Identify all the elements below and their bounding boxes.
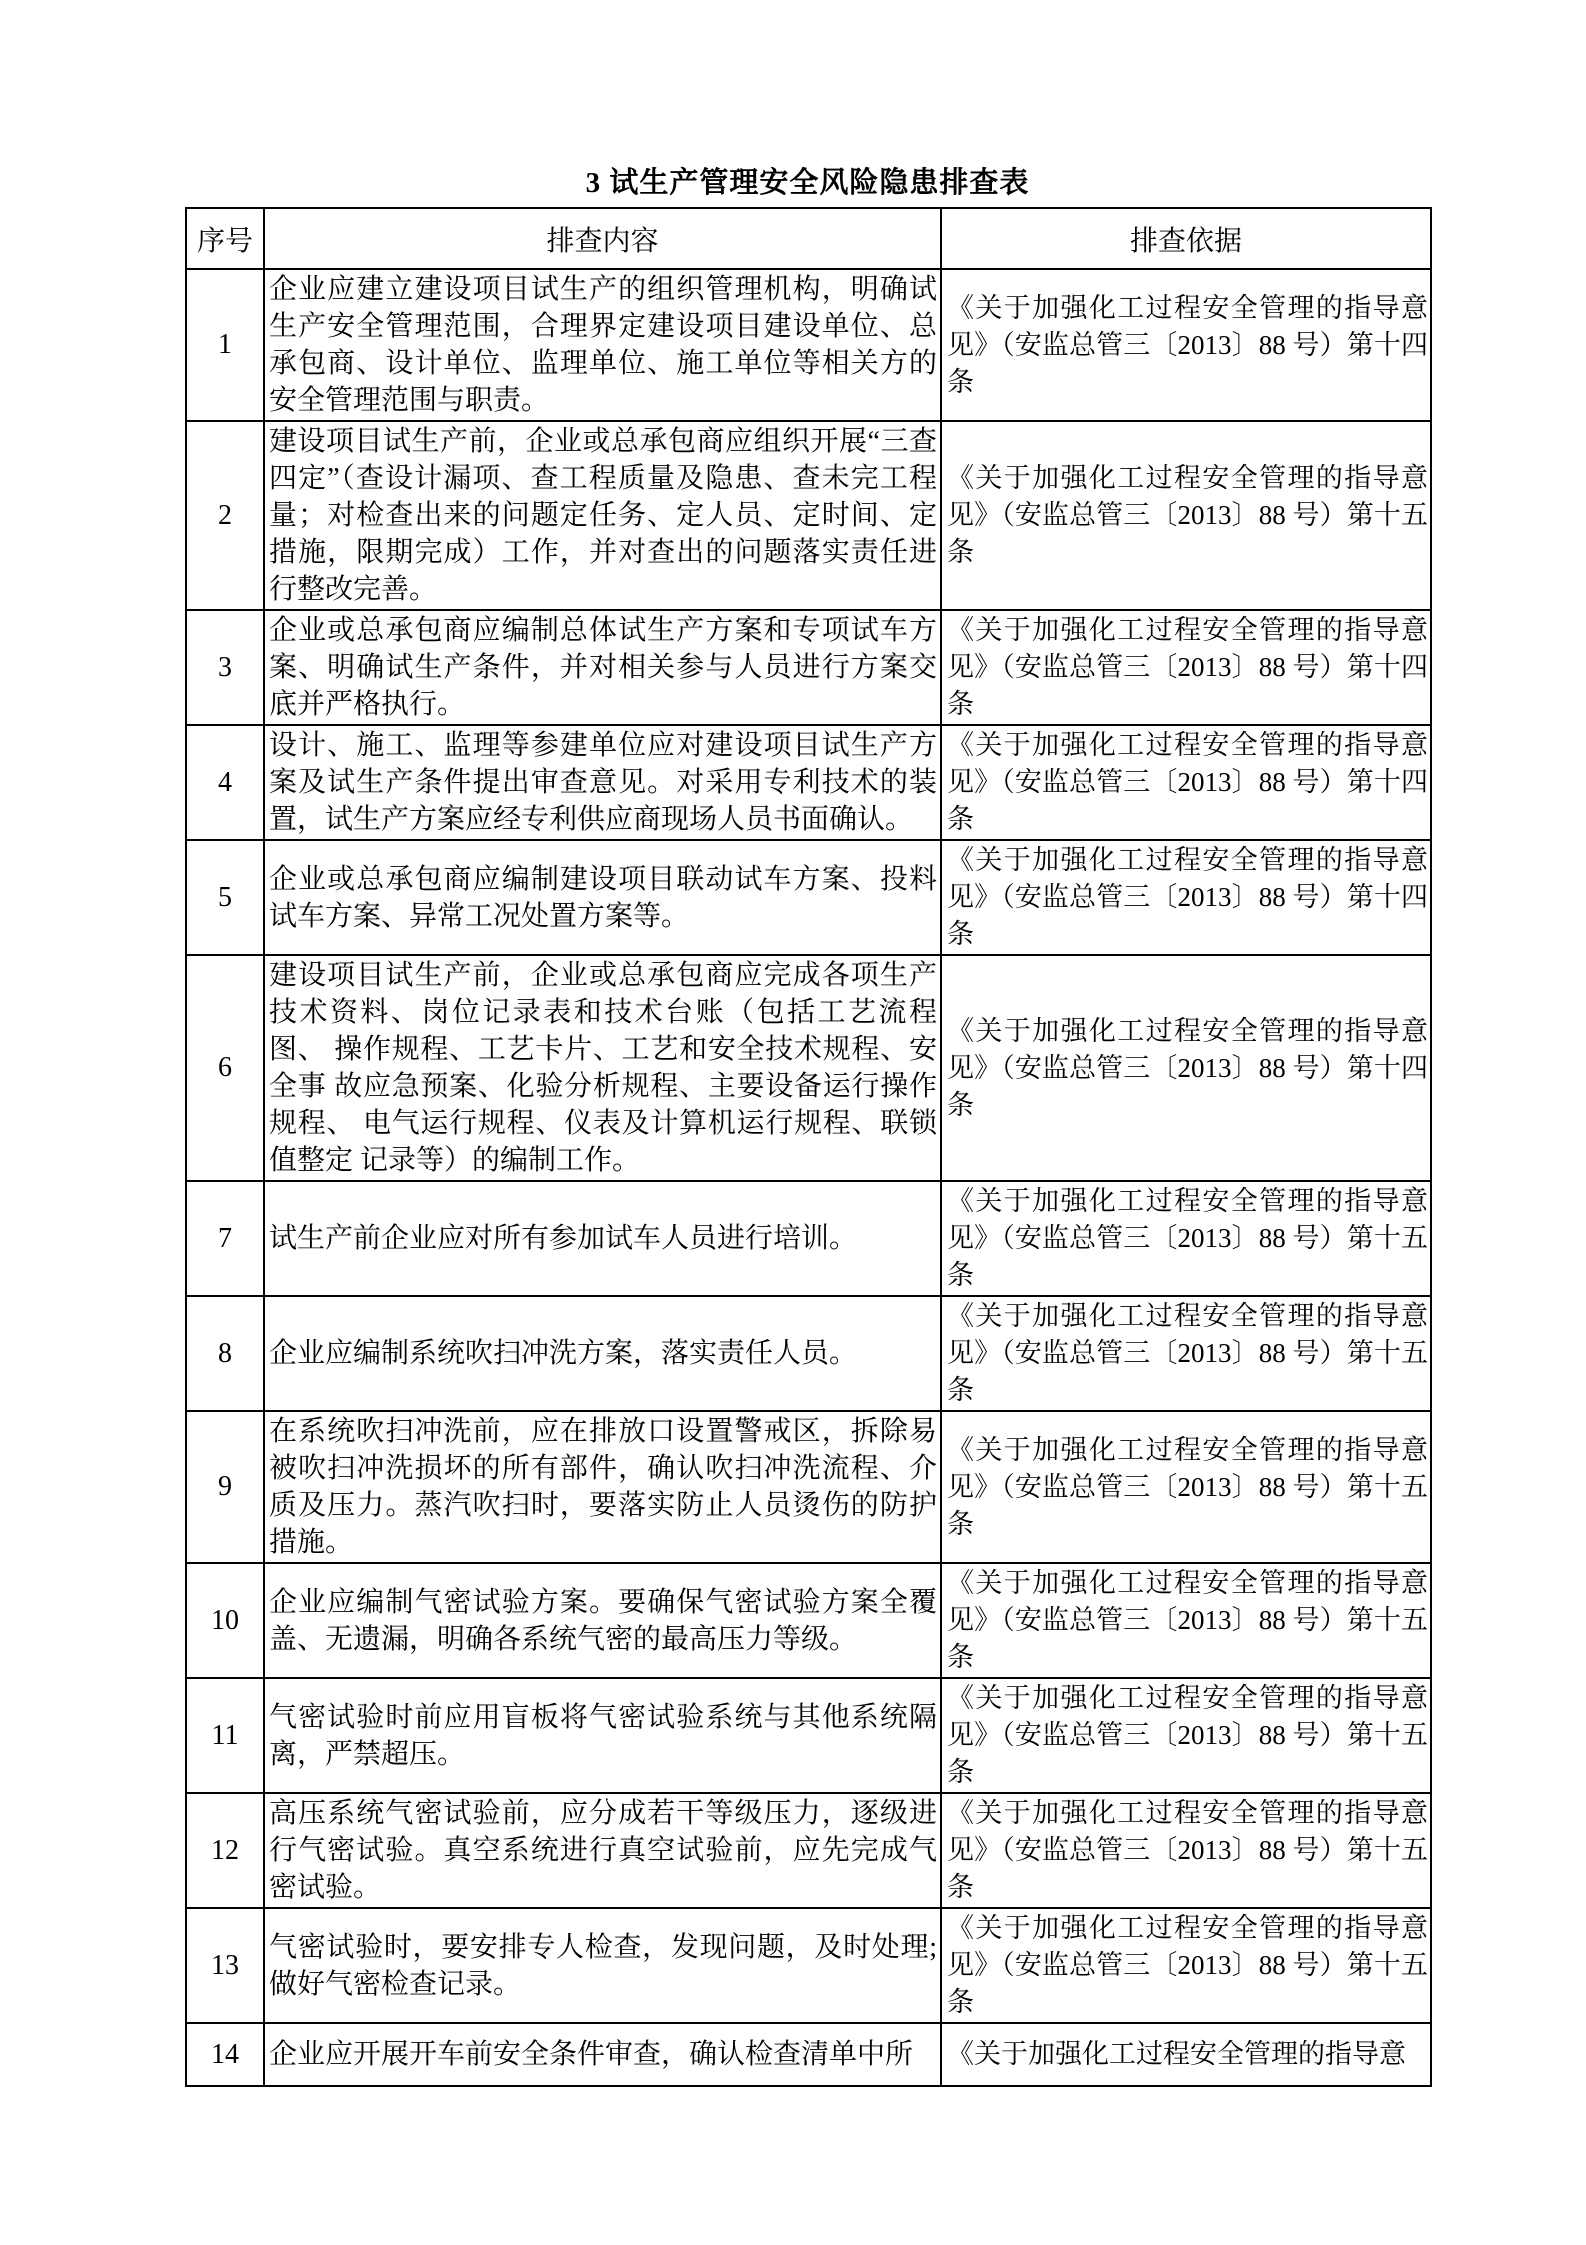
row-content: 气密试验时，要安排专人检查，发现问题，及时处理; 做好气密检查记录。: [264, 1908, 941, 2023]
table-row: [186, 1181, 1431, 1296]
row-content: 设计、施工、监理等参建单位应对建设项目试生产方 案及试生产条件提出审查意见。对采用专利技术的装 置，试生产方案应经专利供应商现场人员书面确认。: [264, 725, 941, 840]
table-header-row: [186, 208, 1431, 269]
row-number: 14: [186, 2023, 264, 2086]
row-number: 1: [186, 269, 264, 421]
header-basis: 排查依据: [941, 208, 1431, 269]
row-content: 在系统吹扫冲洗前，应在排放口设置警戒区，拆除易 被吹扫冲洗损坏的所有部件，确认吹扫冲洗流程、介 质及压力。蒸汽吹扫时，要落实防止人员烫伤的防护 措施。: [264, 1411, 941, 1563]
table-row: [186, 725, 1431, 840]
row-content: 企业应开展开车前安全条件审查，确认检查清单中所: [264, 2023, 941, 2086]
table-row: [186, 840, 1431, 955]
row-basis: 《关于加强化工过程安全管理的指导意 见》（安监总管三〔2013〕88 号）第十四 条: [941, 269, 1431, 421]
row-content: 建设项目试生产前，企业或总承包商应完成各项生产 技术资料、岗位记录表和技术台账（包括工艺流程图、 操作规程、工艺卡片、工艺和安全技术规程、安全事 故应急预案、化验分析规程、主要设备运行操作规程、 电气运行规程、仪表及计算机运行规程、联锁值整定 记录等）的编制工作。: [264, 955, 941, 1181]
row-content: 试生产前企业应对所有参加试车人员进行培训。: [264, 1181, 941, 1296]
row-number: 2: [186, 421, 264, 610]
table-row: [186, 1793, 1431, 1908]
table-row: [186, 610, 1431, 725]
table-row: [186, 1908, 1431, 2023]
table-row: [186, 421, 1431, 610]
row-number: 12: [186, 1793, 264, 1908]
row-content: 企业应编制气密试验方案。要确保气密试验方案全覆 盖、无遗漏，明确各系统气密的最高压力等级。: [264, 1563, 941, 1678]
row-number: 5: [186, 840, 264, 955]
row-basis: 《关于加强化工过程安全管理的指导意 见》（安监总管三〔2013〕88 号）第十四 条: [941, 955, 1431, 1181]
row-basis: 《关于加强化工过程安全管理的指导意: [941, 2023, 1431, 2086]
row-number: 10: [186, 1563, 264, 1678]
row-basis: 《关于加强化工过程安全管理的指导意 见》（安监总管三〔2013〕88 号）第十四 条: [941, 840, 1431, 955]
table-row: [186, 2023, 1431, 2086]
row-content: 企业或总承包商应编制总体试生产方案和专项试车方 案、明确试生产条件，并对相关参与人员进行方案交 底并严格执行。: [264, 610, 941, 725]
row-number: 9: [186, 1411, 264, 1563]
row-basis: 《关于加强化工过程安全管理的指导意 见》（安监总管三〔2013〕88 号）第十四 条: [941, 725, 1431, 840]
row-basis: 《关于加强化工过程安全管理的指导意 见》（安监总管三〔2013〕88 号）第十五 条: [941, 1908, 1431, 2023]
row-number: 8: [186, 1296, 264, 1411]
row-content: 高压系统气密试验前，应分成若干等级压力，逐级进 行气密试验。真空系统进行真空试验前，应先完成气 密试验。: [264, 1793, 941, 1908]
row-content: 企业应编制系统吹扫冲洗方案，落实责任人员。: [264, 1296, 941, 1411]
header-content: 排查内容: [264, 208, 941, 269]
header-no: 序号: [186, 208, 264, 269]
row-number: 6: [186, 955, 264, 1181]
table-row: [186, 1296, 1431, 1411]
row-content: 企业应建立建设项目试生产的组织管理机构，明确试 生产安全管理范围，合理界定建设项目建设单位、总 承包商、设计单位、监理单位、施工单位等相关方的 安全管理范围与职责。: [264, 269, 941, 421]
row-number: 4: [186, 725, 264, 840]
row-number: 13: [186, 1908, 264, 2023]
row-content: 建设项目试生产前，企业或总承包商应组织开展“三查 四定”（查设计漏项、查工程质量及隐患、查未完工程 量；对检查出来的问题定任务、定人员、定时间、定 措施，限期完成）工作，并对查出的问题落实责任进 行整改完善。: [264, 421, 941, 610]
inspection-table: [185, 207, 1432, 2087]
row-number: 7: [186, 1181, 264, 1296]
table-row: [186, 1411, 1431, 1563]
table-row: [186, 955, 1431, 1181]
row-number: 3: [186, 610, 264, 725]
table-row: [186, 269, 1431, 421]
row-basis: 《关于加强化工过程安全管理的指导意 见》（安监总管三〔2013〕88 号）第十五 条: [941, 1181, 1431, 1296]
row-content: 企业或总承包商应编制建设项目联动试车方案、投料 试车方案、异常工况处置方案等。: [264, 840, 941, 955]
row-basis: 《关于加强化工过程安全管理的指导意 见》（安监总管三〔2013〕88 号）第十五 条: [941, 1563, 1431, 1678]
row-basis: 《关于加强化工过程安全管理的指导意 见》（安监总管三〔2013〕88 号）第十五 条: [941, 1411, 1431, 1563]
page-title: 3 试生产管理安全风险隐患排查表: [585, 167, 1030, 199]
row-basis: 《关于加强化工过程安全管理的指导意 见》（安监总管三〔2013〕88 号）第十五 条: [941, 1793, 1431, 1908]
row-content: 气密试验时前应用盲板将气密试验系统与其他系统隔 离，严禁超压。: [264, 1678, 941, 1793]
table-row: [186, 1563, 1431, 1678]
row-basis: 《关于加强化工过程安全管理的指导意 见》（安监总管三〔2013〕88 号）第十五 条: [941, 1296, 1431, 1411]
row-basis: 《关于加强化工过程安全管理的指导意 见》（安监总管三〔2013〕88 号）第十四 条: [941, 610, 1431, 725]
row-basis: 《关于加强化工过程安全管理的指导意 见》（安监总管三〔2013〕88 号）第十五 条: [941, 421, 1431, 610]
row-number: 11: [186, 1678, 264, 1793]
row-basis: 《关于加强化工过程安全管理的指导意 见》（安监总管三〔2013〕88 号）第十五 条: [941, 1678, 1431, 1793]
table-row: [186, 1678, 1431, 1793]
